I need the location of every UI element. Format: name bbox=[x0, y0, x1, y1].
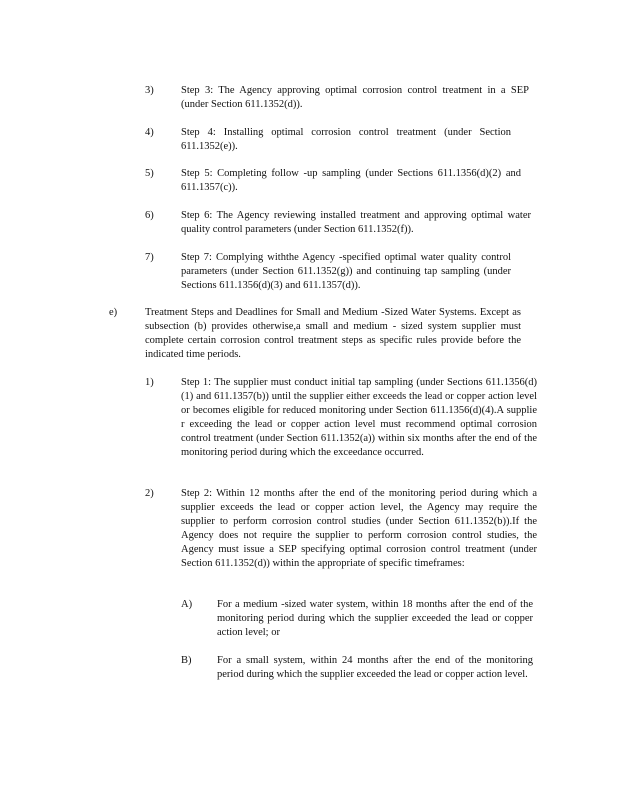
list-marker: 7) bbox=[145, 252, 154, 263]
list-item-text: Step 4: Installing optimal corrosion control treatment (under Section 611.1352(e)). bbox=[181, 127, 511, 152]
sub-item-marker: B) bbox=[181, 655, 192, 666]
list-marker: 5) bbox=[145, 168, 154, 179]
sub-item-text: For a small system, within 24 months after the end of the monitoring period during which the supplier exceeded the lead or copper action level. bbox=[217, 655, 533, 680]
list-item-text: Step 6: The Agency reviewing installed treatment and approving optimal water quality control parameters (under Section 611.1352(f)). bbox=[181, 210, 531, 235]
list-item-text: Step 7: Complying withthe Agency -specified optimal water quality control parameters (under Section 611.1352(g)) and continuing tap sampling (under Sections 611.1356(d)(3) and 611.1357(d)). bbox=[181, 252, 511, 291]
list-marker: 1) bbox=[145, 377, 154, 388]
list-marker: 4) bbox=[145, 127, 154, 138]
list-item-text: Step 2: Within 12 months after the end of the monitoring period during which a supplier exceeds the lead or copper action level, the Agency may require the supplier to perform corrosion control studies (under Section 611.1352(b)).If the Agency does not require the supplier to perform corrosion control studies, the Agency must issue a SEP specifying optimal corrosion control treatment (under Section 611.1352(d)) within the appropriate of specific timeframes: bbox=[181, 488, 537, 569]
list-item-text: Step 5: Completing follow -up sampling (under Sections 611.1356(d)(2) and 611.1357(c)). bbox=[181, 168, 521, 193]
list-marker: 2) bbox=[145, 488, 154, 499]
list-marker: 3) bbox=[145, 85, 154, 96]
list-item-text: Step 1: The supplier must conduct initial tap sampling (under Sections 611.1356(d)(1) and 611.1357(b)) until the supplier either exceeds the lead or copper action level or becomes eligible for reduced monitoring under Section 611.1356(d)(4).A supplie r exceeding the lead or copper action level must recommend optimal corrosion control treatment (under Section 611.1352(a)) within six months after the end of the monitoring period during which the exceedance occurred. bbox=[181, 377, 537, 458]
subsection-marker: e) bbox=[109, 307, 118, 318]
list-item-text: Step 3: The Agency approving optimal corrosion control treatment in a SEP (under Section 611.1352(d)). bbox=[181, 85, 529, 110]
subsection-text: Treatment Steps and Deadlines for Small and Medium -Sized Water Systems. Except as subsection (b) provides otherwise,a small and medium - sized system supplier must complete certain corrosion control treatment steps as specific rules provide before the indicated time periods. bbox=[145, 307, 521, 360]
list-marker: 6) bbox=[145, 210, 154, 221]
sub-item-marker: A) bbox=[181, 599, 193, 610]
sub-item-text: For a medium -sized water system, within 18 months after the end of the monitoring period during which the supplier exceeded the lead or copper action level; or bbox=[217, 599, 533, 638]
